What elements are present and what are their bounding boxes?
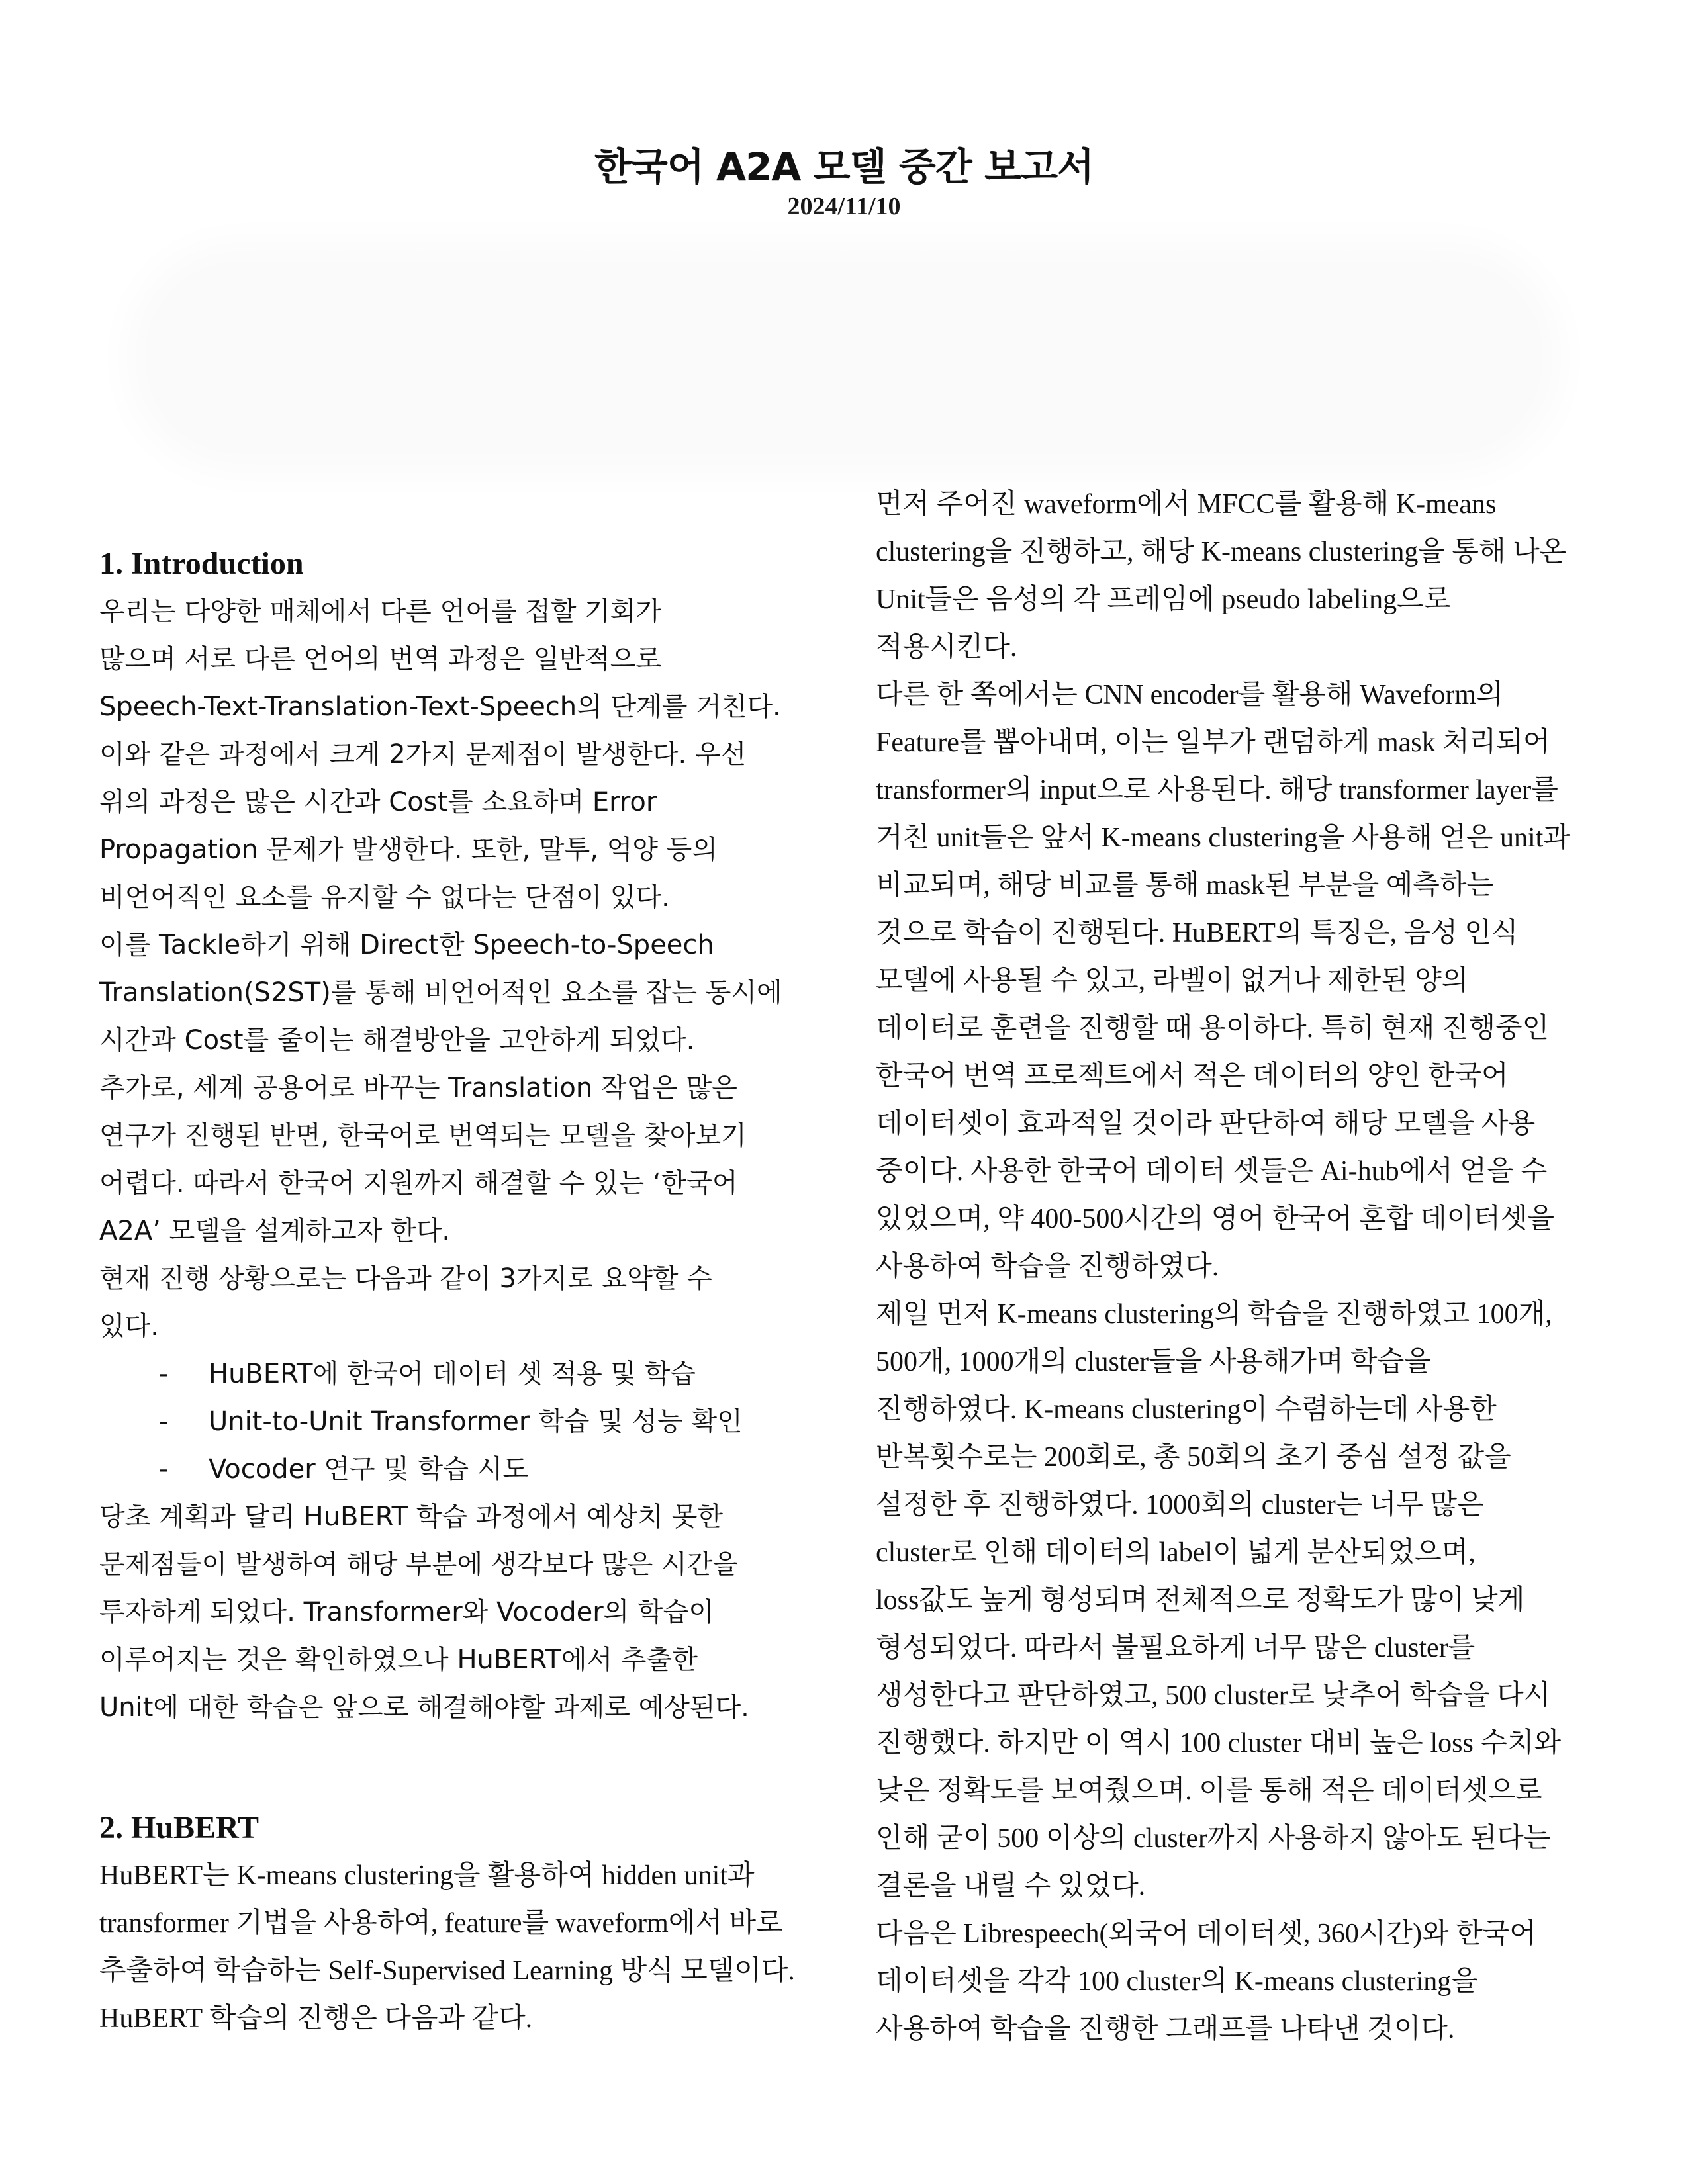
- text-line: loss값도 높게 형성되며 전체적으로 정확도가 많이 낮게: [876, 1585, 1525, 1615]
- right-column: [876, 480, 1591, 2053]
- text-line: 데이터셋을 각각 100 cluster의 K-means clustering을: [876, 1966, 1478, 1997]
- text-line: Translation(S2ST)를 통해 비언어적인 요소를 잡는 동시에: [99, 978, 782, 1008]
- text-line: 인해 굳이 500 이상의 cluster까지 사용하지 않아도 된다는: [876, 1823, 1551, 1854]
- text-line: 한국어 번역 프로젝트에서 적은 데이터의 양인 한국어: [876, 1061, 1509, 1091]
- text-line: Propagation 문제가 발생한다. 또한, 말투, 억양 등의: [99, 835, 718, 865]
- introduction-conclusion: [99, 1493, 814, 1731]
- text-line: 형성되었다. 따라서 불필요하게 너무 많은 cluster를: [876, 1633, 1476, 1663]
- text-line: HuBERT는 K-means clustering을 활용하여 hidden unit과: [99, 1860, 755, 1891]
- text-line: 생성한다고 판단하였고, 500 cluster로 낮추어 학습을 다시: [876, 1680, 1551, 1711]
- bullet-dash: -: [159, 1359, 169, 1389]
- text-line: 많으며 서로 다른 언어의 번역 과정은 일반적으로: [99, 644, 662, 674]
- text-line: 데이터로 훈련을 진행할 때 용이하다. 특히 현재 진행중인: [876, 1013, 1550, 1044]
- list-item: [99, 1445, 814, 1493]
- text-line: 위의 과정은 많은 시간과 Cost를 소요하며 Error: [99, 787, 657, 817]
- list-item: [99, 1350, 814, 1398]
- text-line: 추출하여 학습하는 Self-Supervised Learning 방식 모델이다.: [99, 1956, 795, 1986]
- text-line: 설정한 후 진행하였다. 1000회의 cluster는 너무 많은: [876, 1490, 1484, 1520]
- text-line: 500개, 1000개의 cluster들을 사용해가며 학습을: [876, 1347, 1431, 1377]
- list-item: [99, 1398, 814, 1445]
- bullet-text: HuBERT에 한국어 데이터 셋 적용 및 학습: [209, 1359, 696, 1389]
- text-line: 데이터셋이 효과적일 것이라 판단하여 해당 모델을 사용: [876, 1109, 1536, 1139]
- page-title: 한국어 A2A 모델 중간 보고서: [594, 144, 1094, 189]
- text-line: 추가로, 세계 공용어로 바꾸는 Translation 작업은 많은: [99, 1073, 737, 1103]
- text-line: 먼저 주어진 waveform에서 MFCC를 활용해 K-means: [876, 489, 1497, 520]
- bullet-dash: -: [159, 1454, 169, 1484]
- text-line: 당초 계획과 달리 HuBERT 학습 과정에서 예상치 못한: [99, 1502, 723, 1532]
- text-line: 거친 unit들은 앞서 K-means clustering을 사용해 얻은 unit과: [876, 823, 1570, 853]
- section-heading-hubert: 2. HuBERT: [99, 1810, 259, 1845]
- text-line: 모델에 사용될 수 있고, 라벨이 없거나 제한된 양의: [876, 966, 1469, 996]
- left-column: [99, 540, 814, 2042]
- bullet-text: Vocoder 연구 및 학습 시도: [209, 1454, 528, 1484]
- text-line: 중이다. 사용한 한국어 데이터 셋들은 Ai-hub에서 얻을 수: [876, 1156, 1548, 1187]
- text-line: Unit들은 음성의 각 프레임에 pseudo labeling으로: [876, 584, 1451, 615]
- text-line: HuBERT 학습의 진행은 다음과 같다.: [99, 2003, 533, 2034]
- text-line: 제일 먼저 K-means clustering의 학습을 진행하였고 100개,: [876, 1299, 1552, 1330]
- text-line: 낮은 정확도를 보여줬으며. 이를 통해 적은 데이터셋으로: [876, 1776, 1542, 1806]
- text-line: clustering을 진행하고, 해당 K-means clustering을 통해 나온: [876, 537, 1567, 567]
- text-line: 다음은 Librespeech(외국어 데이터셋, 360시간)와 한국어: [876, 1919, 1536, 1949]
- text-line: 있다.: [99, 1311, 159, 1342]
- text-line: 현재 진행 상황으로는 다음과 같이 3가지로 요약할 수: [99, 1263, 712, 1294]
- text-line: 결론을 내릴 수 있었다.: [876, 1871, 1146, 1901]
- text-line: Unit에 대한 학습은 앞으로 해결해야할 과제로 예상된다.: [99, 1692, 749, 1723]
- text-line: 사용하여 학습을 진행한 그래프를 나타낸 것이다.: [876, 2014, 1455, 2044]
- text-line: 비언어직인 요소를 유지할 수 없다는 단점이 있다.: [99, 882, 670, 913]
- text-line: 시간과 Cost를 줄이는 해결방안을 고안하게 되었다.: [99, 1025, 695, 1056]
- introduction-body: [99, 588, 814, 1350]
- text-line: 진행했다. 하지만 이 역시 100 cluster 대비 높은 loss 수치와: [876, 1728, 1562, 1758]
- bullet-dash: -: [159, 1406, 169, 1437]
- report-date: 2024/11/10: [787, 193, 901, 220]
- text-line: 문제점들이 발생하여 해당 부분에 생각보다 많은 시간을: [99, 1549, 739, 1580]
- text-line: 우리는 다양한 매체에서 다른 언어를 접할 기회가: [99, 596, 662, 627]
- text-line: 적용시킨다.: [876, 632, 1017, 662]
- text-line: Feature를 뽑아내며, 이는 일부가 랜덤하게 mask 처리되어: [876, 727, 1550, 758]
- text-line: 비교되며, 해당 비교를 통해 mask된 부분을 예측하는: [876, 870, 1494, 901]
- text-line: 다른 한 쪽에서는 CNN encoder를 활용해 Waveform의: [876, 680, 1503, 710]
- text-line: 어렵다. 따라서 한국어 지원까지 해결할 수 있는 ‘한국어: [99, 1168, 738, 1199]
- text-line: 이루어지는 것은 확인하였으나 HuBERT에서 추출한: [99, 1645, 698, 1675]
- bullet-text: Unit-to-Unit Transformer 학습 및 성능 확인: [209, 1406, 743, 1437]
- progress-bullet-list: [99, 1350, 814, 1493]
- redacted-blur-region: [146, 261, 1542, 453]
- text-line: A2A’ 모델을 설계하고자 한다.: [99, 1216, 451, 1246]
- text-line: 사용하여 학습을 진행하였다.: [876, 1251, 1219, 1282]
- text-line: transformer의 input으로 사용된다. 해당 transformer layer를: [876, 775, 1558, 805]
- text-line: 연구가 진행된 반면, 한국어로 번역되는 모델을 찾아보기: [99, 1120, 747, 1151]
- text-line: 것으로 학습이 진행된다. HuBERT의 특징은, 음성 인식: [876, 918, 1519, 948]
- text-line: cluster로 인해 데이터의 label이 넓게 분산되었으며,: [876, 1537, 1476, 1568]
- text-line: 투자하게 되었다. Transformer와 Vocoder의 학습이: [99, 1597, 714, 1627]
- text-line: 이를 Tackle하기 위해 Direct한 Speech-to-Speech: [99, 930, 714, 960]
- text-line: 이와 같은 과정에서 크게 2가지 문제점이 발생한다. 우선: [99, 739, 747, 770]
- text-line: Speech-Text-Translation-Text-Speech의 단계를 거친다.: [99, 692, 781, 722]
- hubert-body: [99, 1852, 814, 2042]
- text-line: 있었으며, 약 400-500시간의 영어 한국어 혼합 데이터셋을: [876, 1204, 1554, 1234]
- text-line: transformer 기법을 사용하여, feature를 waveform에서 바로: [99, 1908, 783, 1938]
- section-heading-introduction: 1. Introduction: [99, 546, 304, 581]
- text-line: 진행하였다. K-means clustering이 수렴하는데 사용한: [876, 1394, 1497, 1425]
- text-line: 반복횟수로는 200회로, 총 50회의 초기 중심 설정 값을: [876, 1442, 1511, 1473]
